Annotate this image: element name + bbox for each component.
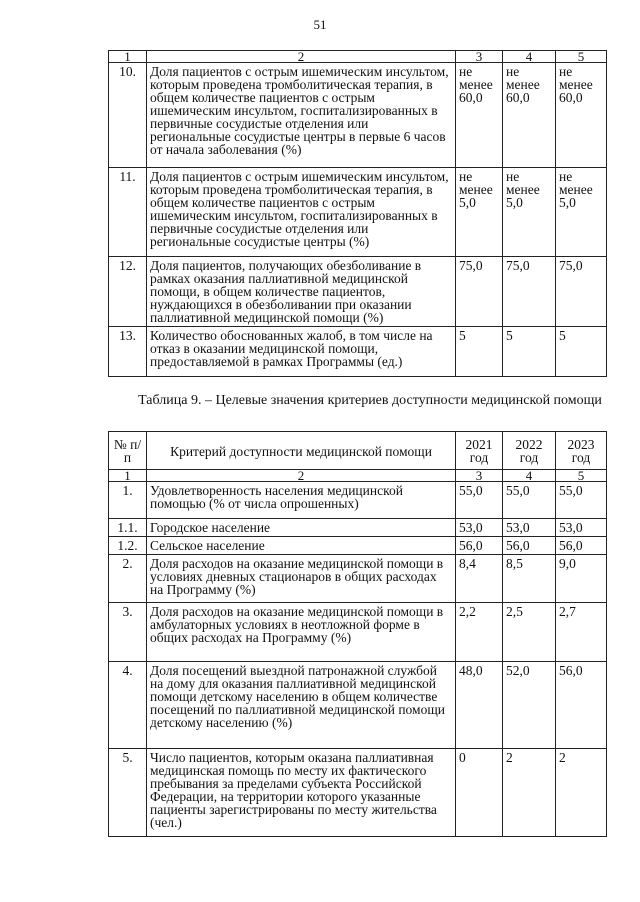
value-cell: 55,0 [556, 482, 607, 519]
value-cell: 5 [556, 327, 607, 377]
table-row [109, 749, 607, 837]
value-cell: 53,0 [556, 519, 607, 537]
value-cell: 8,4 [456, 555, 503, 603]
column-number: 1 [109, 470, 147, 482]
value-cell: 55,0 [456, 482, 503, 519]
value-cell: не менее 60,0 [456, 63, 503, 168]
value-cell: 2,2 [456, 603, 503, 662]
row-number: 4. [109, 662, 147, 749]
value-cell: не менее 60,0 [556, 63, 607, 168]
value-cell: 2 [503, 749, 556, 837]
table-caption: Таблица 9. – Целевые значения критериев доступности медицинской помощи [138, 393, 602, 408]
criterion-text: Число пациентов, которым оказана паллиативная медицинская помощь по месту их фактического пребывания за пределами субъекта Российской Федерации, на территории которого указанные пациенты зарегистрированы по месту жительства (чел.) [147, 749, 456, 837]
criterion-text: Сельское население [147, 537, 456, 555]
criterion-text: Доля пациентов с острым ишемическим инсультом, которым проведена тромболитическая терапия, в общем количестве пациентов с острым ишемическим инсультом, госпитализированных в первичные сосудистые отделения или региональные сосудистые центры в первые 6 часов от начала заболевания (%) [147, 63, 456, 168]
row-number: 10. [109, 63, 147, 168]
row-number: 13. [109, 327, 147, 377]
criterion-text: Удовлетворенность населения медицинской помощью (% от числа опрошенных) [147, 482, 456, 519]
column-number: 3 [456, 470, 503, 482]
value-cell: 75,0 [556, 257, 607, 327]
row-number: 5. [109, 749, 147, 837]
column-number: 5 [556, 51, 607, 63]
page-number: 51 [313, 17, 327, 32]
value-cell: 2 [556, 749, 607, 837]
value-cell: 56,0 [556, 537, 607, 555]
criterion-text: Доля расходов на оказание медицинской помощи в условиях дневных стационаров в общих расходах на Программу (%) [147, 555, 456, 603]
table-row [109, 662, 607, 749]
value-cell: 53,0 [503, 519, 556, 537]
value-cell: 2,5 [503, 603, 556, 662]
value-cell: 55,0 [503, 482, 556, 519]
value-cell: 56,0 [456, 537, 503, 555]
row-number: 11. [109, 168, 147, 257]
accessibility-criteria-table [108, 431, 607, 837]
criterion-text: Доля расходов на оказание медицинской помощи в амбулаторных условиях в неотложной форме в общих расходах на Программу (%) [147, 603, 456, 662]
table-row [109, 63, 607, 168]
value-cell: 56,0 [556, 662, 607, 749]
column-number: 5 [556, 470, 607, 482]
row-number: 3. [109, 603, 147, 662]
table-row [109, 168, 607, 257]
column-number-row [109, 470, 607, 482]
criterion-text: Доля посещений выездной патронажной службой на дому для оказания паллиативной медицинской помощи детскому населению в общем количестве посещений по паллиативной медицинской помощи детскому населению (%) [147, 662, 456, 749]
header-criterion: Критерий доступности медицинской помощи [147, 432, 456, 470]
value-cell: 2,7 [556, 603, 607, 662]
criterion-text: Городское население [147, 519, 456, 537]
criteria-table-continued [108, 50, 607, 377]
table-row [109, 482, 607, 519]
table-row [109, 537, 607, 555]
header-number: № п/п [109, 432, 147, 470]
column-number-row [109, 51, 607, 63]
column-number: 4 [503, 51, 556, 63]
value-cell: 52,0 [503, 662, 556, 749]
value-cell: 53,0 [456, 519, 503, 537]
table-row [109, 603, 607, 662]
row-number: 1.2. [109, 537, 147, 555]
value-cell: 48,0 [456, 662, 503, 749]
column-number: 2 [147, 470, 456, 482]
column-number: 4 [503, 470, 556, 482]
criterion-text: Доля пациентов с острым ишемическим инсультом, которым проведена тромболитическая терапия, в общем количестве пациентов с острым ишемическим инсультом, госпитализированных в первичные сосудистые отделения или региональные сосудистые центры (%) [147, 168, 456, 257]
header-year: 2023 год [556, 432, 607, 470]
table-row [109, 555, 607, 603]
table-row [109, 519, 607, 537]
value-cell: 0 [456, 749, 503, 837]
header-year: 2021 год [456, 432, 503, 470]
value-cell: не менее 60,0 [503, 63, 556, 168]
row-number: 1.1. [109, 519, 147, 537]
column-number: 1 [109, 51, 147, 63]
header-year: 2022 год [503, 432, 556, 470]
value-cell: 5 [456, 327, 503, 377]
value-cell: 5 [503, 327, 556, 377]
row-number: 12. [109, 257, 147, 327]
value-cell: 75,0 [456, 257, 503, 327]
value-cell: 9,0 [556, 555, 607, 603]
header-row [109, 432, 607, 470]
criterion-text: Количество обоснованных жалоб, в том числе на отказ в оказании медицинской помощи, предоставляемой в рамках Программы (ед.) [147, 327, 456, 377]
value-cell: 75,0 [503, 257, 556, 327]
row-number: 1. [109, 482, 147, 519]
value-cell: не менее 5,0 [556, 168, 607, 257]
value-cell: не менее 5,0 [503, 168, 556, 257]
value-cell: не менее 5,0 [456, 168, 503, 257]
value-cell: 56,0 [503, 537, 556, 555]
criterion-text: Доля пациентов, получающих обезболивание в рамках оказания паллиативной медицинской помощи, в общем количестве пациентов, нуждающихся в обезболивании при оказании паллиативной медицинской помощи (%) [147, 257, 456, 327]
table-row [109, 257, 607, 327]
column-number: 2 [147, 51, 456, 63]
table-row [109, 327, 607, 377]
row-number: 2. [109, 555, 147, 603]
column-number: 3 [456, 51, 503, 63]
value-cell: 8,5 [503, 555, 556, 603]
